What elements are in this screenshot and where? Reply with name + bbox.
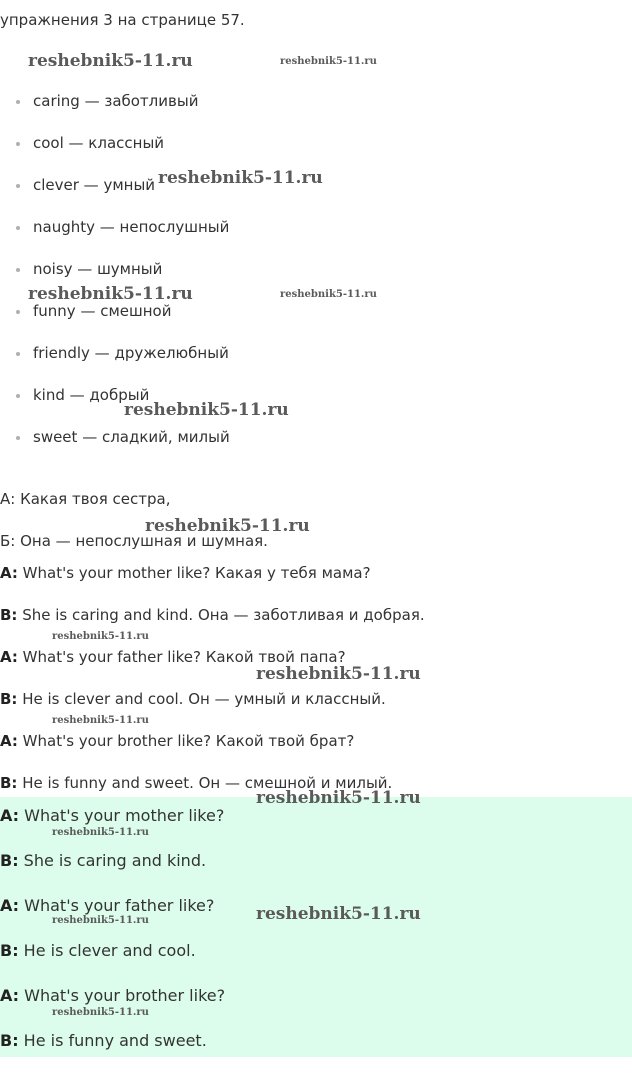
watermark: reshebnik5-11.ru [280, 289, 377, 300]
speaker-label: B: [0, 1031, 19, 1050]
watermark: reshebnik5-11.ru [52, 827, 149, 838]
watermark: reshebnik5-11.ru [145, 516, 310, 536]
bullet-icon [16, 394, 20, 398]
dialog-line [0, 605, 425, 625]
watermark: reshebnik5-11.ru [256, 664, 421, 684]
list-item: sweet — сладкий, милый [33, 428, 230, 446]
speaker-label: A: [0, 986, 20, 1005]
watermark: reshebnik5-11.ru [52, 715, 149, 726]
dialog-text: She is caring and kind. Она — заботливая и добрая. [17, 606, 425, 624]
speaker-label: A: [0, 648, 18, 666]
answer-line [0, 940, 196, 962]
bullet-icon [16, 268, 20, 272]
watermark: reshebnik5-11.ru [28, 51, 193, 71]
answer-line [0, 1030, 207, 1052]
bullet-icon [16, 142, 20, 146]
answer-text: What's your mother like? [19, 806, 225, 825]
watermark: reshebnik5-11.ru [158, 168, 323, 188]
example-answer: Б: Она — непослушная и шумная. [0, 532, 268, 550]
bullet-icon [16, 352, 20, 356]
watermark: reshebnik5-11.ru [52, 1007, 149, 1018]
speaker-label: B: [0, 941, 19, 960]
list-item: cool — классный [33, 134, 165, 152]
answer-text: He is clever and cool. [18, 941, 196, 960]
answer-line [0, 895, 214, 917]
speaker-label: B: [0, 851, 19, 870]
answer-text: He is funny and sweet. [18, 1031, 207, 1050]
answer-line [0, 850, 206, 872]
dialog-text: What's your mother like? Какая у тебя мама? [17, 564, 371, 582]
answer-text: She is caring and kind. [18, 851, 207, 870]
speaker-label: B: [0, 690, 18, 708]
watermark: reshebnik5-11.ru [280, 56, 377, 67]
answer-line [0, 805, 224, 827]
answer-line [0, 985, 225, 1007]
dialog-text: He is funny and sweet. Он — смешной и милый. [17, 774, 393, 792]
list-item: funny — смешной [33, 302, 172, 320]
watermark: reshebnik5-11.ru [256, 788, 421, 808]
speaker-label: A: [0, 896, 20, 915]
list-item: friendly — дружелюбный [33, 344, 229, 362]
list-item: kind — добрый [33, 386, 150, 404]
speaker-label: A: [0, 564, 18, 582]
dialog-line [0, 689, 386, 709]
list-item: naughty — непослушный [33, 218, 230, 236]
example-question: А: Какая твоя сестра, [0, 490, 171, 508]
intro-text: упражнения 3 на странице 57. [0, 11, 245, 29]
speaker-label: B: [0, 774, 18, 792]
dialog-text: He is clever and cool. Он — умный и классный. [17, 690, 386, 708]
watermark: reshebnik5-11.ru [28, 284, 193, 304]
list-item: clever — умный [33, 176, 156, 194]
dialog-line [0, 563, 371, 583]
bullet-icon [16, 226, 20, 230]
answer-text: What's your father like? [19, 896, 215, 915]
bullet-icon [16, 100, 20, 104]
watermark: reshebnik5-11.ru [52, 915, 149, 926]
dialog-text: What's your father like? Какой твой папа? [17, 648, 346, 666]
bullet-icon [16, 184, 20, 188]
dialog-text: What's your brother like? Какой твой брат? [17, 732, 355, 750]
watermark: reshebnik5-11.ru [52, 631, 149, 642]
bullet-icon [16, 310, 20, 314]
bullet-icon [16, 436, 20, 440]
speaker-label: A: [0, 732, 18, 750]
speaker-label: A: [0, 806, 20, 825]
list-item: noisy — шумный [33, 260, 163, 278]
list-item: caring — заботливый [33, 92, 199, 110]
answer-text: What's your brother like? [19, 986, 226, 1005]
watermark: reshebnik5-11.ru [256, 904, 421, 924]
dialog-line [0, 731, 354, 751]
watermark: reshebnik5-11.ru [124, 400, 289, 420]
speaker-label: B: [0, 606, 18, 624]
